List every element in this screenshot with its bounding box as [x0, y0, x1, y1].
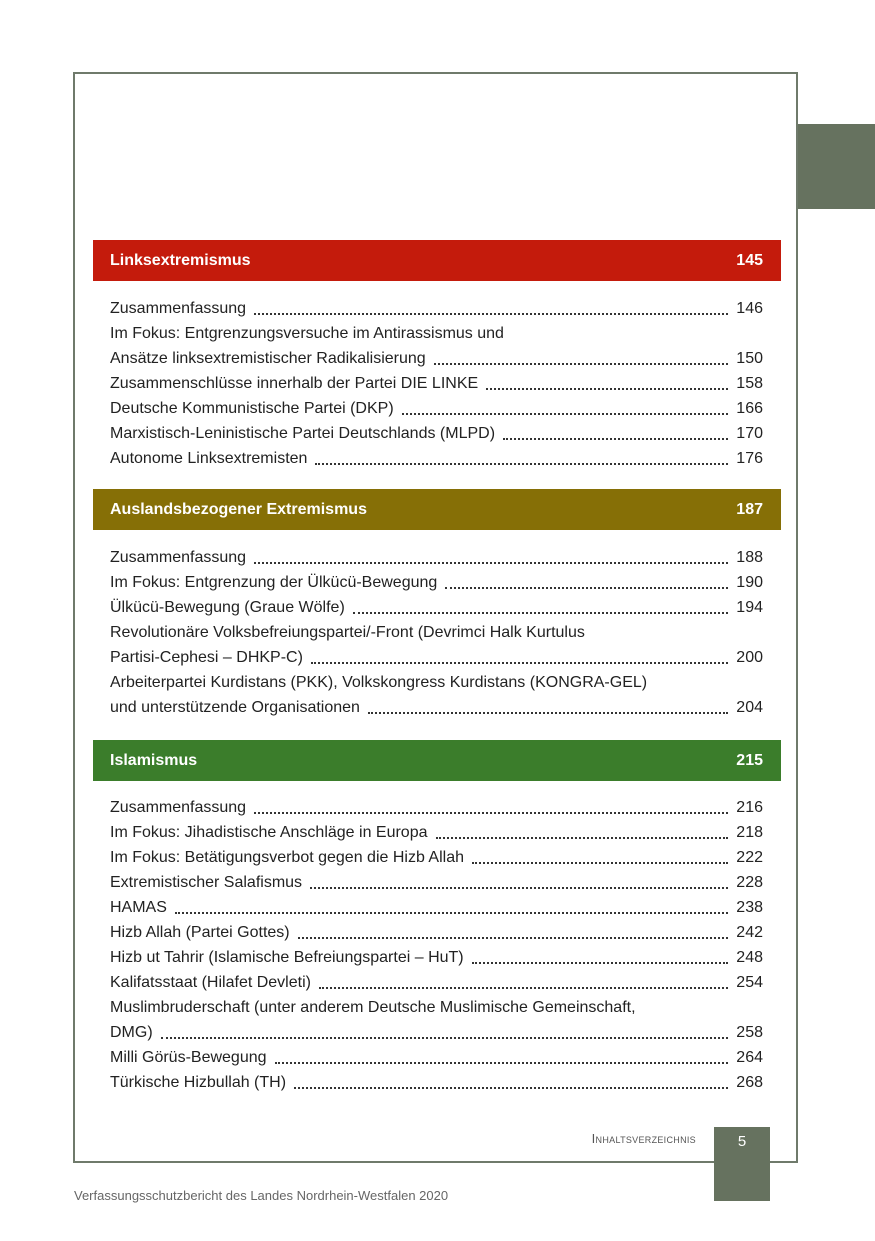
toc-entries-auslandsbezogener-extremismus — [110, 545, 763, 720]
section-page-number: 215 — [736, 751, 763, 769]
toc-entry[interactable] — [110, 1020, 763, 1045]
section-page-number: 187 — [736, 500, 763, 518]
toc-entry-title: Hizb ut Tahrir (Islamische Befreiungspartei – HuT) — [110, 949, 464, 966]
toc-entry[interactable] — [110, 845, 763, 870]
toc-entry-title: und unterstützende Organisationen — [110, 699, 360, 716]
toc-entry-title: Revolutionäre Volksbefreiungspartei/-Front (Devrimci Halk Kurtulus — [110, 624, 585, 641]
toc-entry[interactable] — [110, 346, 763, 371]
toc-entry-page-number: 170 — [736, 425, 763, 442]
toc-entry-title: Autonome Linksextremisten — [110, 450, 308, 467]
toc-entry[interactable] — [110, 695, 763, 720]
toc-entry-page-number: 248 — [736, 949, 763, 966]
dot-leader — [368, 712, 728, 714]
toc-entry-title: DMG) — [110, 1024, 153, 1041]
toc-entry-page-number: 254 — [736, 974, 763, 991]
toc-entry[interactable] — [110, 595, 763, 620]
toc-entry — [110, 321, 763, 346]
toc-entry[interactable] — [110, 545, 763, 570]
toc-entry-title: Ansätze linksextremistischer Radikalisierung — [110, 350, 426, 367]
dot-leader — [486, 388, 728, 390]
toc-entry-title: Zusammenfassung — [110, 799, 247, 816]
dot-leader — [175, 912, 728, 914]
toc-entry-title: Deutsche Kommunistische Partei (DKP) — [110, 400, 394, 417]
toc-entry[interactable] — [110, 970, 763, 995]
toc-entry-page-number: 222 — [736, 849, 763, 866]
dot-leader — [161, 1037, 729, 1039]
toc-entry-page-number: 200 — [736, 649, 763, 666]
toc-entry-page-number: 166 — [736, 400, 763, 417]
dot-leader — [294, 1087, 728, 1089]
toc-entry[interactable] — [110, 421, 763, 446]
dot-leader — [275, 1062, 729, 1064]
toc-entry-page-number: 268 — [736, 1074, 763, 1091]
section-header-auslandsbezogener-extremismus[interactable] — [93, 489, 781, 530]
toc-entry[interactable] — [110, 396, 763, 421]
toc-entry-title: Zusammenfassung — [110, 549, 247, 566]
toc-entry[interactable] — [110, 820, 763, 845]
toc-entry-page-number: 194 — [736, 599, 763, 616]
dot-leader — [319, 987, 728, 989]
toc-entry-title: Zusammenschlüsse innerhalb der Partei DIE LINKE — [110, 375, 479, 392]
dot-leader — [503, 438, 728, 440]
dot-leader — [353, 612, 729, 614]
toc-entry-title: Im Fokus: Betätigungsverbot gegen die Hizb Allah — [110, 849, 464, 866]
running-footer-label: Inhaltsverzeichnis — [591, 1131, 696, 1146]
dot-leader — [472, 962, 729, 964]
toc-entry-title: Hizb Allah (Partei Gottes) — [110, 924, 290, 941]
toc-entry-page-number: 150 — [736, 350, 763, 367]
toc-entry[interactable] — [110, 920, 763, 945]
section-title: Linksextremismus — [110, 251, 251, 269]
toc-entry-page-number: 218 — [736, 824, 763, 841]
page-number: 5 — [737, 1133, 747, 1150]
toc-entry-title: Im Fokus: Jihadistische Anschläge in Europa — [110, 824, 428, 841]
toc-entry[interactable] — [110, 1070, 763, 1095]
section-header-islamismus[interactable] — [93, 740, 781, 781]
toc-entry-title: Ülkücü-Bewegung (Graue Wölfe) — [110, 599, 345, 616]
dot-leader — [254, 313, 728, 315]
toc-entry[interactable] — [110, 895, 763, 920]
dot-leader — [311, 662, 728, 664]
dot-leader — [315, 463, 728, 465]
toc-entry-page-number: 258 — [736, 1024, 763, 1041]
section-header-linksextremismus[interactable] — [93, 240, 781, 281]
toc-entry-title: Im Fokus: Entgrenzungsversuche im Antirassismus und — [110, 325, 504, 342]
toc-entry-title: Kalifatsstaat (Hilafet Devleti) — [110, 974, 311, 991]
dot-leader — [254, 812, 728, 814]
toc-entry-title: Zusammenfassung — [110, 300, 247, 317]
section-title: Auslandsbezogener Extremismus — [110, 500, 367, 518]
toc-entry-page-number: 264 — [736, 1049, 763, 1066]
chapter-tab-marker — [798, 124, 875, 209]
page-number-box — [714, 1127, 770, 1201]
toc-entry-page-number: 158 — [736, 375, 763, 392]
dot-leader — [472, 862, 728, 864]
toc-entry-title: Partisi-Cephesi – DHKP-C) — [110, 649, 303, 666]
toc-entry-page-number: 146 — [736, 300, 763, 317]
toc-entry-title: HAMAS — [110, 899, 167, 916]
dot-leader — [436, 837, 729, 839]
toc-entry-title: Im Fokus: Entgrenzung der Ülkücü-Bewegung — [110, 574, 438, 591]
section-page-number: 145 — [736, 251, 763, 269]
toc-entry[interactable] — [110, 645, 763, 670]
toc-entry[interactable] — [110, 371, 763, 396]
dot-leader — [298, 937, 729, 939]
toc-entry-title: Türkische Hizbullah (TH) — [110, 1074, 287, 1091]
toc-entry-title: Milli Görüs-Bewegung — [110, 1049, 267, 1066]
toc-entry — [110, 995, 763, 1020]
toc-entry-page-number: 204 — [736, 699, 763, 716]
toc-entry-title: Extremistischer Salafismus — [110, 874, 303, 891]
dot-leader — [445, 587, 728, 589]
toc-entry — [110, 620, 763, 645]
toc-entry[interactable] — [110, 945, 763, 970]
toc-entry[interactable] — [110, 446, 763, 471]
dot-leader — [254, 562, 728, 564]
toc-entries-linksextremismus — [110, 296, 763, 471]
toc-entry[interactable] — [110, 870, 763, 895]
toc-entry — [110, 670, 763, 695]
toc-entry-page-number: 238 — [736, 899, 763, 916]
toc-entry[interactable] — [110, 795, 763, 820]
toc-entry-page-number: 216 — [736, 799, 763, 816]
dot-leader — [434, 363, 729, 365]
document-title-footer: Verfassungsschutzbericht des Landes Nordrhein-Westfalen 2020 — [74, 1188, 449, 1203]
toc-entries-islamismus — [110, 795, 763, 1095]
dot-leader — [402, 413, 729, 415]
toc-entry-page-number: 228 — [736, 874, 763, 891]
toc-entry[interactable] — [110, 296, 763, 321]
toc-entry-page-number: 176 — [736, 450, 763, 467]
toc-entry[interactable] — [110, 1045, 763, 1070]
toc-entry[interactable] — [110, 570, 763, 595]
toc-entry-page-number: 190 — [736, 574, 763, 591]
toc-entry-page-number: 242 — [736, 924, 763, 941]
toc-entry-title: Muslimbruderschaft (unter anderem Deutsche Muslimische Gemeinschaft, — [110, 999, 636, 1016]
toc-entry-page-number: 188 — [736, 549, 763, 566]
toc-entry-title: Marxistisch-Leninistische Partei Deutschlands (MLPD) — [110, 425, 496, 442]
dot-leader — [310, 887, 728, 889]
section-title: Islamismus — [110, 751, 198, 769]
toc-entry-title: Arbeiterpartei Kurdistans (PKK), Volkskongress Kurdistans (KONGRA-GEL) — [110, 674, 648, 691]
